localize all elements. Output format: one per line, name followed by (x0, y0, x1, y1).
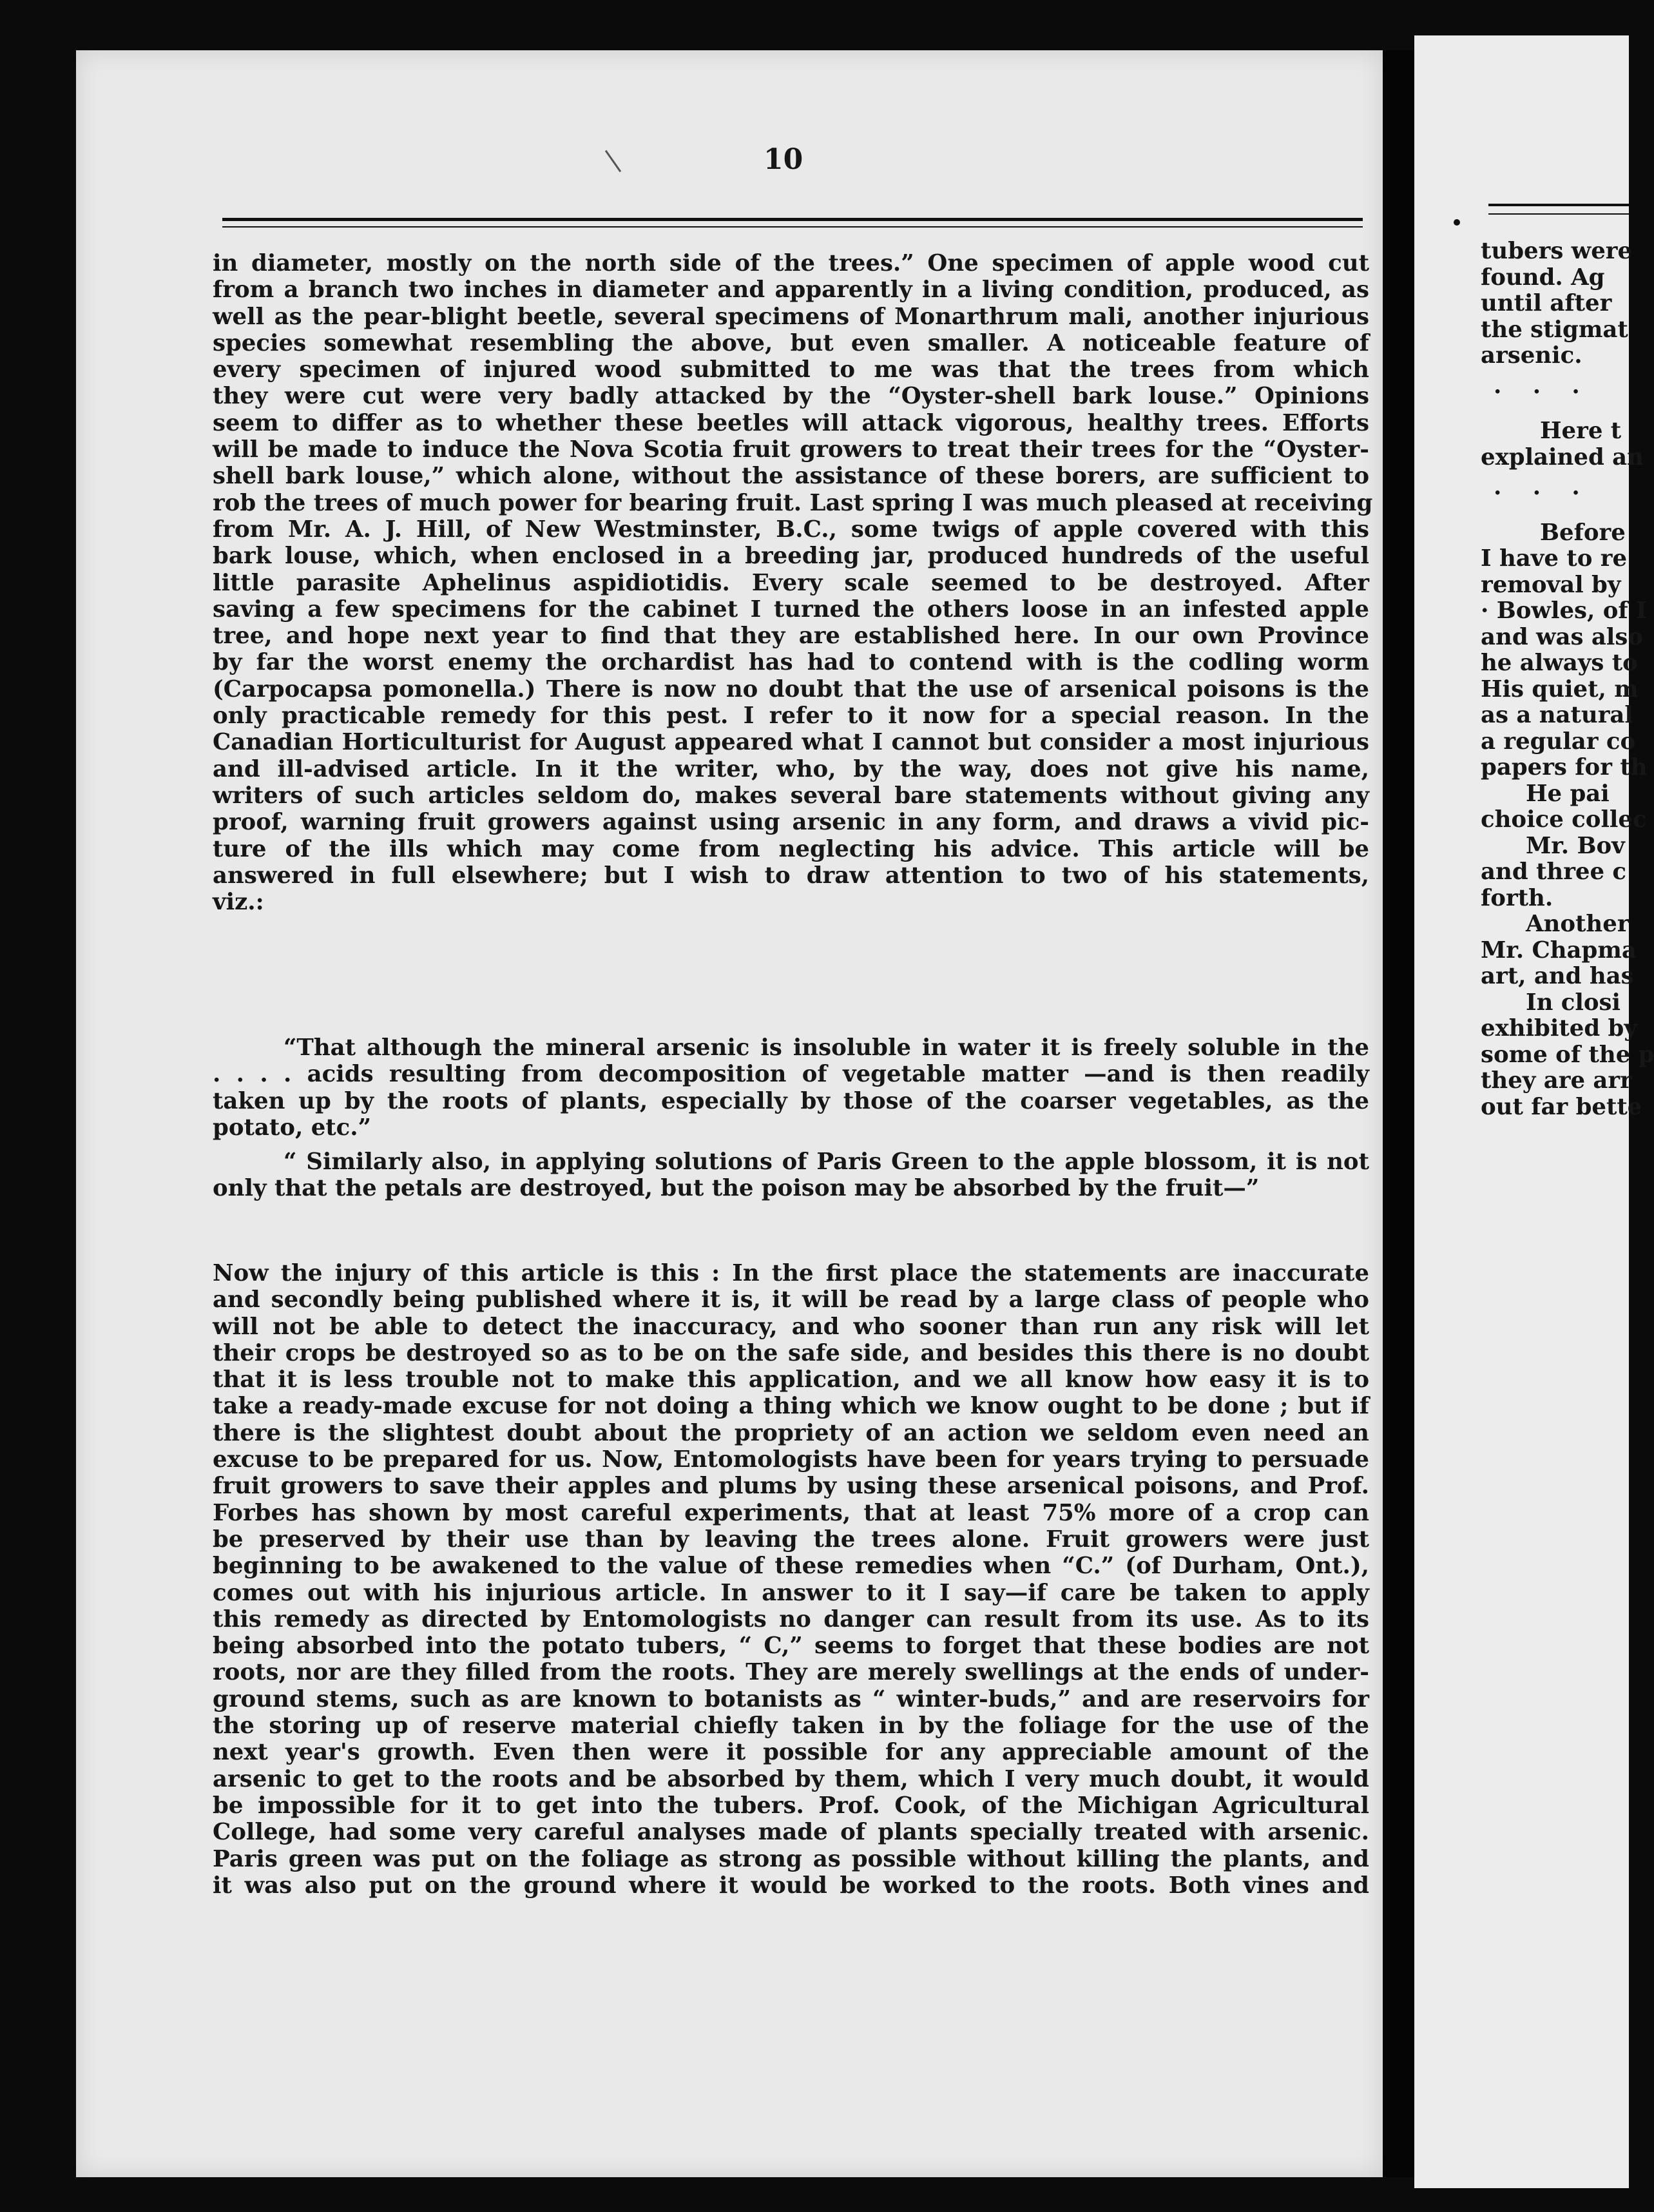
text-line: Forbes has shown by most careful experiments, that at least 75% more of a crop can (213, 1499, 1369, 1526)
adjacent-line: forth. (1481, 884, 1553, 911)
adjacent-line: He pai (1526, 780, 1610, 807)
text-line: take a ready-made excuse for not doing a thing which we know ought to be done ; but if (213, 1393, 1369, 1420)
quote-line: potato, etc.” (213, 1114, 372, 1141)
text-line: (Carpocapsa pomonella.) There is now no doubt that the use of arsenical poisons is the (213, 675, 1369, 703)
adjacent-line: Mr. Bov (1526, 832, 1625, 859)
text-line: College, had some very careful analyses made of plants specially treated with arsenic. (213, 1819, 1369, 1846)
adjacent-line: until after (1481, 290, 1612, 316)
page-number: 10 (764, 143, 803, 176)
text-line: and secondly being published where it is, it will be read by a large class of people who (213, 1286, 1369, 1314)
adjacent-line: arsenic. (1481, 342, 1582, 369)
text-line: next year's growth. Even then were it possible for any appreciable amount of the (213, 1739, 1369, 1766)
adjacent-line: choice collec (1481, 806, 1647, 833)
text-line: it was also put on the ground where it would be worked to the roots. Both vines and (213, 1872, 1369, 1899)
adjacent-line: as a natural (1481, 702, 1633, 728)
text-line: well as the pear-blight beetle, several specimens of Monarthrum mali, another injurious (213, 303, 1369, 330)
text-line: answered in full elsewhere; but I wish to draw attention to two of his statements, (213, 862, 1369, 889)
text-line: from Mr. A. J. Hill, of New Westminster, B.C., some twigs of apple covered with this (213, 516, 1369, 543)
text-line: seem to differ as to whether these beetles will attack vigorous, healthy trees. Efforts (213, 409, 1369, 436)
adjacent-line: found. Ag (1481, 264, 1605, 291)
text-line: will not be able to detect the inaccuracy, and who sooner than run any risk will let (213, 1313, 1369, 1340)
adjacent-line: and three c (1481, 859, 1627, 885)
adjacent-header-rule-thick (1488, 204, 1629, 206)
text-line: by far the worst enemy the orchardist has had to contend with is the codling worm (213, 649, 1369, 676)
text-line: in diameter, mostly on the north side of the trees.” One specimen of apple wood cut (213, 250, 1369, 276)
text-line: bark louse, which, when enclosed in a breeding jar, produced hundreds of the useful (213, 543, 1369, 570)
quote-line: only that the petals are destroyed, but the poison may be absorbed by the fruit—” (213, 1175, 1260, 1202)
adjacent-line: some of the p (1481, 1041, 1654, 1068)
text-line: proof, warning fruit growers against using arsenic in any form, and draws a vivid pic- (213, 809, 1369, 836)
adjacent-header-rule-thin (1488, 213, 1629, 215)
adjacent-line: a regular co (1481, 728, 1636, 755)
text-line: will be made to induce the Nova Scotia fruit growers to treat their trees for the “Oyster- (213, 436, 1369, 463)
text-line: little parasite Aphelinus aspidiotidis. Every scale seemed to be destroyed. After (213, 569, 1369, 596)
header-rule-thin (222, 226, 1363, 228)
adjacent-line: Before (1540, 519, 1626, 546)
adjacent-line: and was also (1481, 623, 1644, 650)
adjacent-line: Another (1526, 911, 1630, 937)
text-line: species somewhat resembling the above, but even smaller. A noticeable feature of (213, 329, 1369, 356)
adjacent-bullet (1454, 219, 1460, 226)
text-line: tree, and hope next year to find that they are established here. In our own Province (213, 623, 1369, 650)
adjacent-page-text (1481, 238, 1654, 1120)
text-line: that it is less trouble not to make this application, and we all know how easy it is to (213, 1366, 1369, 1393)
adjacent-line: papers for th (1481, 754, 1648, 781)
text-line: this remedy as directed by Entomologists no danger can result from its use. As to its (213, 1606, 1369, 1633)
text-line: from a branch two inches in diameter and apparently in a living condition, produced, as (213, 276, 1369, 304)
text-line: beginning to be awakened to the value of these remedies when “C.” (of Durham, Ont.), (213, 1553, 1369, 1580)
paragraph-injury (213, 1260, 1369, 1899)
adjacent-line: the stigmat (1481, 316, 1628, 343)
text-line: excuse to be prepared for us. Now, Entomologists have been for years trying to persuade (213, 1446, 1369, 1473)
text-line: rob the trees of much power for bearing fruit. Last spring I was much pleased at receiving (213, 489, 1373, 516)
paragraph-codling-worm (213, 250, 1373, 916)
text-line: their crops be destroyed so as to be on the safe side, and besides this there is no doubt (213, 1339, 1369, 1366)
quote-line: “That although the mineral arsenic is insoluble in water it is freely soluble in the (284, 1034, 1369, 1061)
quote-line: . . . . acids resulting from decomposition of vegetable matter —and is then readily (213, 1061, 1369, 1088)
adjacent-line: I have to re (1481, 545, 1628, 572)
text-line: saving a few specimens for the cabinet I turned the others loose in an infested apple (213, 596, 1369, 623)
text-line: the storing up of reserve material chiefly taken in by the foliage for the use of the (213, 1712, 1369, 1740)
text-line: they were cut were very badly attacked by the “Oyster-shell bark louse.” Opinions (213, 383, 1369, 410)
text-line: roots, nor are they filled from the roots. They are merely swellings at the ends of under- (213, 1659, 1369, 1686)
text-line: every specimen of injured wood submitted to me was that the trees from which (213, 356, 1369, 383)
adjacent-line: · Bowles, of I (1481, 597, 1647, 624)
adjacent-line: His quiet, m (1481, 675, 1639, 703)
text-line: comes out with his injurious article. In answer to it I say—if care be taken to apply (213, 1579, 1369, 1606)
quote-line: “ Similarly also, in applying solutions of Paris Green to the apple blossom, it is not (284, 1149, 1369, 1176)
page-gutter (1383, 50, 1414, 2177)
quoted-statements (213, 1034, 1369, 1202)
text-line: viz.: (213, 889, 264, 916)
adjacent-line: art, and has (1481, 963, 1634, 989)
adjacent-ellipsis: . . . (1494, 474, 1591, 500)
text-line: be preserved by their use than by leaving the trees alone. Fruit growers were just (213, 1526, 1369, 1553)
text-line: fruit growers to save their apples and plums by using these arsenical poisons, and Prof. (213, 1473, 1369, 1500)
adjacent-line: In closi (1526, 989, 1621, 1016)
adjacent-line: Mr. Chapma (1481, 936, 1637, 964)
adjacent-line: they are arr (1481, 1067, 1632, 1094)
adjacent-line: Here t (1540, 418, 1622, 444)
adjacent-line: removal by (1481, 571, 1621, 598)
adjacent-line: exhibited by (1481, 1015, 1637, 1042)
adjacent-line: tubers were (1481, 238, 1633, 264)
text-line: writers of such articles seldom do, makes several bare statements without giving any (213, 782, 1369, 809)
text-line: shell bark louse,” which alone, without the assistance of these borers, are sufficient to (213, 463, 1369, 490)
text-line: ground stems, such as are known to botanists as “ winter-buds,” and are reservoirs for (213, 1685, 1369, 1712)
text-line: Now the injury of this article is this : In the first place the statements are inaccurate (213, 1260, 1369, 1286)
text-line: being absorbed into the potato tubers, “ C,” seems to forget that these bodies are not (213, 1633, 1369, 1660)
adjacent-line: explained an (1481, 443, 1644, 471)
text-line: there is the slightest doubt about the propriety of an action we seldom even need an (213, 1419, 1369, 1446)
adjacent-line: he always to (1481, 650, 1638, 676)
adjacent-line: out far bette (1481, 1093, 1642, 1120)
adjacent-ellipsis: . . . (1494, 372, 1591, 399)
text-line: Canadian Horticulturist for August appeared what I cannot but consider a most injurious (213, 729, 1369, 756)
text-line: arsenic to get to the roots and be absorbed by them, which I very much doubt, it would (213, 1765, 1369, 1792)
text-line: be impossible for it to get into the tubers. Prof. Cook, of the Michigan Agricultural (213, 1792, 1369, 1819)
quote-line: taken up by the roots of plants, especially by those of the coarser vegetables, as the (213, 1087, 1369, 1114)
header-rule-thick (222, 218, 1363, 221)
text-line: and ill-advised article. In it the writer, who, by the way, does not give his name, (213, 755, 1369, 782)
text-line: only practicable remedy for this pest. I refer to it now for a special reason. In the (213, 703, 1369, 730)
text-line: ture of the ills which may come from neglecting his advice. This article will be (213, 835, 1369, 862)
text-line: Paris green was put on the foliage as strong as possible without killing the plants, and (213, 1845, 1369, 1872)
